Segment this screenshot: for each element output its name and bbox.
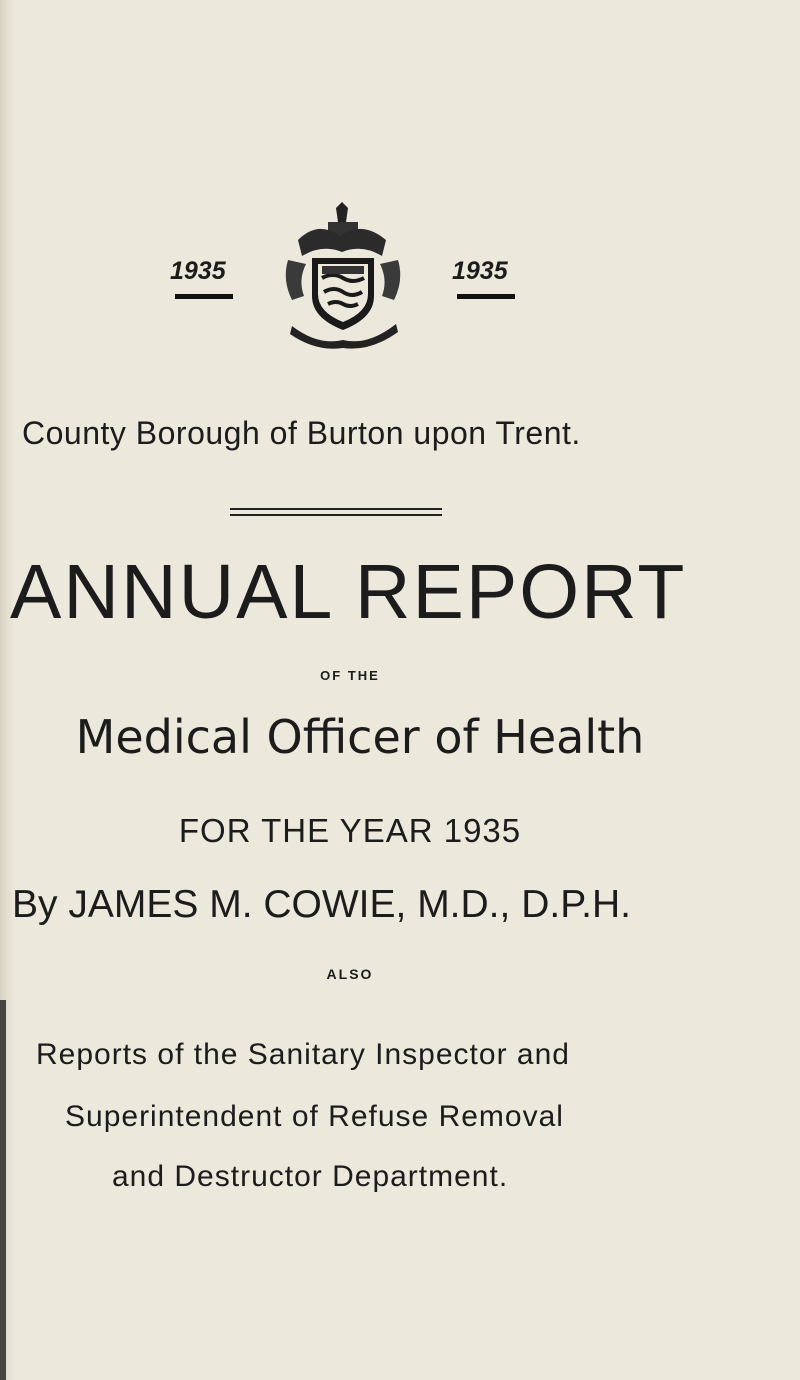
year-right: 1935 xyxy=(452,257,508,285)
also-line-3: and Destructor Department. xyxy=(112,1160,509,1193)
year-right-underline xyxy=(457,294,515,299)
year-left-underline xyxy=(175,294,233,299)
of-the-label: OF THE xyxy=(320,668,380,683)
page-binding-shadow xyxy=(0,1000,6,1380)
divider-rule-top xyxy=(230,508,442,510)
coat-of-arms-icon xyxy=(278,200,408,350)
main-title: ANNUAL REPORT xyxy=(10,549,687,635)
divider-rule-bottom xyxy=(230,514,442,516)
also-line-1: Reports of the Sanitary Inspector and xyxy=(36,1038,570,1071)
report-period: FOR THE YEAR 1935 xyxy=(178,812,522,849)
also-label: ALSO xyxy=(326,966,374,982)
year-left: 1935 xyxy=(170,257,226,285)
subject-title: Medical Officer of Health xyxy=(75,710,645,764)
also-line-2: Superintendent of Refuse Removal xyxy=(65,1100,564,1133)
author-line: By JAMES M. COWIE, M.D., D.P.H. xyxy=(12,883,632,926)
borough-title: County Borough of Burton upon Trent. xyxy=(22,415,581,451)
